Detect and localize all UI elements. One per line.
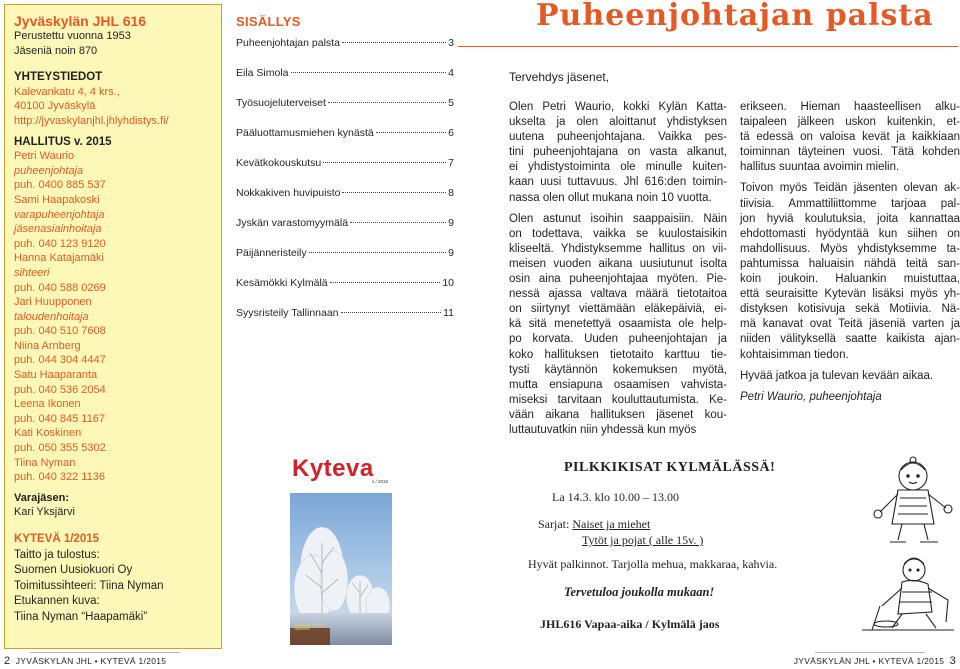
article-line: jon hyviä koulutuksia, joita kannattaa [740, 212, 960, 225]
board-member-phone: puh. 040 322 1136 [14, 471, 105, 484]
flyer-prizes: Hyvät palkinnot. Tarjolla mehua, makkaraa, kahvia. [528, 557, 778, 571]
article-line: Olen Petri Waurio, kokki Kylän Katta- [509, 101, 727, 113]
flyer-welcome: Tervetuloa joukolla mukaan! [564, 585, 715, 599]
article-paragraph [740, 369, 960, 384]
toc-item[interactable] [236, 127, 454, 157]
article-paragraph [740, 100, 960, 175]
article-line: kohtaisimman tiedon. [740, 348, 849, 361]
flyer-series-label: Sarjat: [538, 517, 570, 531]
board-member-phone: puh. 040 123 9120 [14, 237, 106, 250]
toc-item-page: 5 [448, 97, 454, 109]
toc-item-page: 7 [448, 157, 454, 169]
toc-item-label: Päijänneristeily [236, 247, 307, 259]
article-line: kä sitä menetettyä osaamista ole help- [509, 318, 727, 331]
toc-item[interactable] [236, 217, 454, 247]
board-member-phone: puh. 050 355 5302 [14, 442, 106, 455]
board-member-role: varapuheenjohtaja [14, 208, 105, 221]
members-text: Jäseniä noin 870 [14, 44, 98, 57]
flyer-time: La 14.3. klo 10.00 – 13.00 [552, 490, 679, 504]
article-paragraph [509, 100, 727, 206]
board-member-phone: puh. 040 588 0269 [14, 281, 106, 294]
toc-leader-dots [330, 282, 441, 283]
article-line: ukselta ja olen aloittanut yhdistyksen [509, 116, 727, 129]
toc-item-page: 6 [448, 127, 454, 139]
article-line: po korvata. Uuden puheenjohtajan ja [509, 333, 727, 346]
deputy-label: Varajäsen: [14, 491, 70, 504]
toc-item-label: Kesämökki Kylmälä [236, 277, 328, 289]
toc-item-page: 10 [442, 277, 454, 289]
board-members-list [14, 149, 221, 485]
page-number-left: 2 [4, 655, 11, 667]
footer-left-text: JYVÄSKYLÄN JHL • KYTEVÄ 1/2015 [15, 656, 167, 666]
board-member-role: sihteeri [14, 266, 50, 279]
article-greeting: Tervehdys jäsenet, [509, 70, 610, 84]
toc-item-label: Syysristeily Tallinnaan [236, 307, 339, 319]
kyteva-logo: Kyteva [292, 455, 374, 482]
toc-item-page: 11 [443, 307, 454, 319]
toc-item[interactable] [236, 67, 454, 97]
board-member-name: Sami Haapakoski [14, 193, 100, 206]
toc-heading: SISÄLLYS [236, 14, 301, 29]
footer-left [4, 655, 166, 667]
board-member-name: Kati Koskinen [14, 427, 82, 440]
contact-title: YHTEYSTIEDOT [14, 71, 103, 84]
footer-right-text: JYVÄSKYLÄN JHL • KYTEVÄ 1/2015 [793, 656, 945, 666]
kyteva-issue-title: KYTEVÄ 1/2015 [14, 533, 100, 545]
winter-tree-photo [290, 493, 392, 645]
flyer-series-1: Naiset ja miehet [572, 517, 651, 531]
toc-item-label: Eila Simola [236, 67, 289, 79]
layout-label: Taitto ja tulostus: [14, 548, 100, 561]
article-line: koko hallituksen tietotaito karttuu tie- [509, 348, 727, 361]
board-member-role: puheenjohtaja [14, 164, 84, 177]
website-link[interactable]: http://jyvaskylanjhl.jhlyhdistys.fi/ [14, 114, 169, 127]
cover-header [290, 455, 392, 485]
board-member-role: taloudenhoitaja [14, 310, 89, 323]
toc-item-label: Jyskän varastomyymälä [236, 217, 349, 229]
article-line: distyksen kotisivuja sekä Motiivia. Nä- [740, 303, 960, 316]
article-line: niiden välityksellä saatte kaikista ajan- [740, 333, 960, 346]
article-paragraph [740, 181, 960, 362]
deputy-name: Kari Yksjärvi [14, 506, 75, 519]
toc-item[interactable] [236, 157, 454, 187]
toc-item-label: Puheenjohtajan palsta [236, 37, 340, 49]
toc-item-label: Nokkakiven huvipuisto [236, 187, 341, 199]
toc-item[interactable] [236, 187, 454, 217]
article-line: mutta ensiapuna osaamisen vahvista- [509, 378, 727, 391]
address-line-2: 40100 Jyväskylä [14, 100, 96, 113]
toc-item[interactable] [236, 247, 454, 277]
toc-item-page: 9 [448, 217, 454, 229]
article-line: että seuraisitte Kytevän lisäksi myös yh- [740, 288, 960, 301]
toc-item-page: 8 [448, 187, 454, 199]
board-member-name: Niina Arnberg [14, 339, 81, 352]
magazine-cover [290, 455, 392, 645]
flyer-series [538, 516, 703, 548]
article-line: toiminnan täyteinen vuosi. Tätä kohden [740, 146, 960, 159]
board-member-name: Hanna Katajamäki [14, 252, 104, 265]
child-skater-drawing [868, 454, 958, 548]
article-line: taipaleen jälkeen uskon kuitenkin, et- [740, 116, 960, 129]
founded-text: Perustettu vuonna 1953 [14, 30, 131, 42]
article-line: koin joukoin. Haluankin muistuttaa, [740, 273, 960, 286]
article-line: Olen astunut isoihin saappaisiin. Näin [509, 212, 727, 225]
toc-item-label: Pääluottamusmiehen kynästä [236, 127, 374, 139]
article-line: on siirtynyt viettämään eläkepäiviä, ei- [509, 303, 727, 316]
page-title: Puheenjohtajan palsta [536, 0, 934, 33]
article-line: uutena puheenjohtajana. Vaikka pes- [509, 131, 727, 144]
cover-label: Etukannen kuva: [14, 595, 100, 607]
board-member-phone: puh. 0400 885 537 [14, 179, 106, 192]
table-of-contents [236, 14, 454, 337]
toc-leader-dots [309, 252, 447, 253]
editor-line: Toimitussihteeri: Tiina Nyman [14, 579, 164, 592]
article-line: luttautuvatkin niin yhdessä kun myös [509, 423, 697, 436]
article-line: ehdottomasti hyödyntää kun siihen on [740, 227, 960, 240]
article-signature: Petri Waurio, puheenjohtaja [740, 390, 882, 403]
ice-fishing-flyer [528, 452, 958, 646]
toc-item-label: Työsuojeluterveiset [236, 97, 326, 109]
cover-issue: 1 / 2015 [371, 479, 388, 484]
toc-item[interactable] [236, 97, 454, 127]
toc-item[interactable] [236, 307, 454, 337]
printer-name: Suomen Uusiokuori Oy [14, 564, 133, 576]
article-line: ei yhdistystoiminta ole minulle kuiten- [509, 161, 727, 174]
toc-leader-dots [376, 132, 446, 133]
article-line: kaan uusi tuttavuus. Jhl 616:den toimin- [509, 176, 727, 189]
article-line: Toivon myös Teidän jäsenten olevan ak- [740, 182, 960, 195]
article-line: tiivisia. Ammattiliittomme tarjoaa pal- [740, 197, 960, 210]
title-divider [458, 46, 958, 47]
address-line-1: Kalevankatu 4, 4 krs., [14, 85, 120, 98]
publication-info [14, 532, 221, 625]
toc-item-page: 3 [448, 37, 454, 49]
info-sidebar [4, 4, 222, 649]
article-line: erikseen. Hieman haasteellisen alku- [740, 101, 960, 113]
article-line: osin aina puheenjohtajaa myöten. Pie- [509, 273, 727, 286]
board-title: HALLITUS v. 2015 [14, 135, 112, 148]
article-line: kliseeltä. Yhdistyksemme hallitus on vii- [509, 242, 727, 255]
footer-right [794, 655, 956, 667]
toc-leader-dots [328, 102, 446, 103]
toc-leader-dots [291, 72, 447, 73]
board-member-phone: puh. 040 510 7608 [14, 325, 106, 338]
board-member-role: jäsenasiainhoitaja [14, 223, 102, 236]
board-member-name: Tiina Nyman [14, 456, 76, 469]
cover-credit: Tiina Nyman “Haapamäki” [14, 610, 148, 623]
article-line: tä edessä on valoisa kevät ja kaikkiaan [740, 131, 960, 144]
toc-item[interactable] [236, 277, 454, 307]
toc-leader-dots [350, 222, 446, 223]
flyer-series-2: Tytöt ja pojat ( alle 15v. ) [582, 533, 704, 547]
board-member-name: Petri Waurio [14, 150, 75, 163]
footer-rule [30, 652, 180, 653]
footer-rule [815, 652, 925, 653]
article-column-1 [509, 100, 727, 444]
toc-leader-dots [342, 42, 446, 43]
page-number-right: 3 [949, 655, 956, 667]
toc-leader-dots [323, 162, 446, 163]
flyer-footer: JHL616 Vapaa-aika / Kylmälä jaos [540, 617, 720, 631]
article-line: tini puheenjohtajana on vasta alkanut, [509, 146, 727, 159]
board-member-name: Satu Haaparanta [14, 369, 98, 382]
board-member-name: Leena Ikonen [14, 398, 81, 411]
toc-list [236, 37, 454, 337]
board-member-phone: puh. 040 845 1167 [14, 412, 105, 425]
article-line: miseksi tarvitaan kouluttautumista. Ke- [509, 393, 727, 406]
toc-item-page: 4 [448, 67, 454, 79]
board-member-phone: puh. 040 536 2054 [14, 383, 106, 396]
article-line: on todettava, vaikka se kuulostaisikin [509, 227, 727, 240]
toc-leader-dots [342, 192, 446, 193]
article-line: nessä ajassa valtava määrä tietotaitoa [509, 288, 727, 301]
article-line: tysti käytännön kokemuksen myötä, [509, 363, 727, 376]
article-line: meisen vuoden aikana uusiutunut isolta [509, 257, 727, 270]
flyer-title: PILKKIKISAT KYLMÄLÄSSÄ! [564, 460, 776, 475]
article-line: Hyvää jatkoa ja tulevan kevään aikaa. [740, 369, 934, 382]
article-column-2 [740, 100, 960, 411]
toc-item[interactable] [236, 37, 454, 67]
org-name: Jyväskylän JHL 616 [14, 13, 147, 29]
toc-item-page: 9 [448, 247, 454, 259]
cover-caption: Jyväskylän JHL 616 · Jäsenlehti [294, 623, 328, 631]
article-line: mä kanavat ovat Teitä jäseniä varten ja [740, 318, 960, 331]
article-line: vään aikana hallituksen jäsenet kou- [509, 408, 727, 421]
article-line: pahtumissa haluaisin nähdä teitä san- [740, 257, 960, 270]
article-paragraph [509, 212, 727, 438]
board-member-phone: puh. 044 304 4447 [14, 354, 106, 367]
article-line: mahdollisuus. Myös yhdistyksemme ta- [740, 242, 960, 255]
article-line: hallitus suuntaa avoimin mielin. [740, 161, 900, 174]
article-line: nassa olen ollut mukana noin 10 vuotta. [509, 191, 712, 204]
toc-leader-dots [341, 312, 442, 313]
ice-fisher-drawing [858, 552, 958, 632]
toc-item-label: Kevätkokouskutsu [236, 157, 322, 169]
board-member-name: Jari Huupponen [14, 296, 92, 309]
